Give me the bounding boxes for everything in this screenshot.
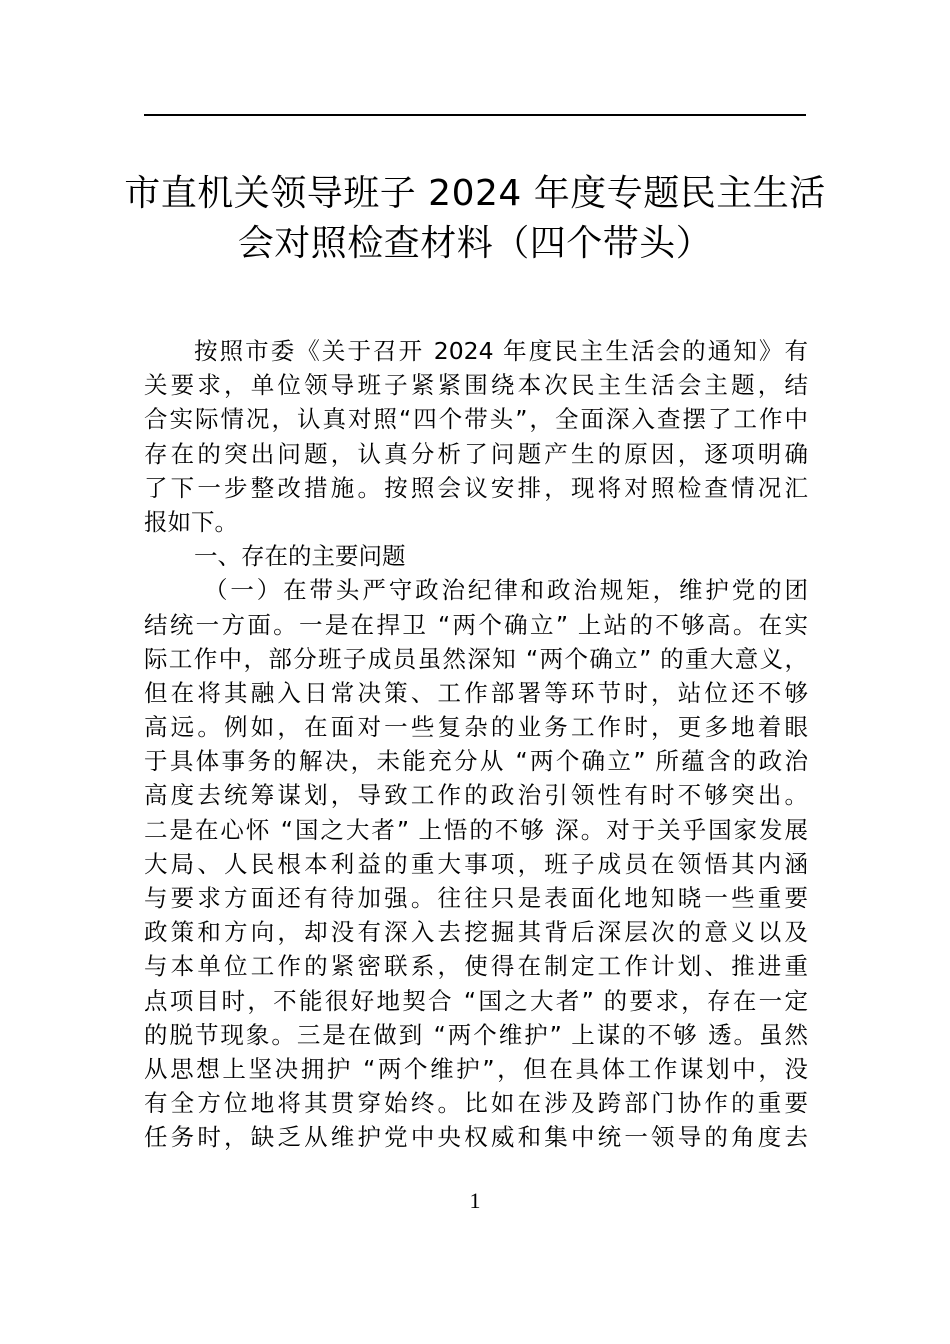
- section-heading: 一、存在的主要问题: [194, 542, 406, 571]
- document-body: [144, 334, 808, 1155]
- section-line: 二是在心怀 “国之大者” 上悟的不够 深。对于关乎国家发展: [144, 815, 808, 844]
- section-line: （一）在带头严守政治纪律和政治规矩，维护党的团: [204, 576, 808, 605]
- section-line: 政策和方向，却没有深入去挖掘其背后深层次的意义以及: [144, 918, 808, 947]
- paragraph-line: 关要求，单位领导班子紧紧围绕本次民主生活会主题，结: [144, 371, 808, 400]
- section-line: 高度去统筹谋划，导致工作的政治引领性有时不够突出。: [144, 781, 808, 810]
- section-line: 际工作中，部分班子成员虽然深知 “两个确立” 的重大意义，: [144, 644, 808, 673]
- section-line: 与要求方面还有待加强。往往只是表面化地知晓一些重要: [144, 884, 808, 912]
- page-number: 1: [469, 1188, 481, 1213]
- paragraph-line: 了下一步整改措施。按照会议安排，现将对照检查情况汇: [144, 473, 808, 502]
- section-line: 从思想上坚决拥护 “两个维护”，但在具体工作谋划中，没: [144, 1054, 808, 1083]
- section-line: 与本单位工作的紧密联系，使得在制定工作计划、推进重: [144, 952, 808, 981]
- section-line: 于具体事务的解决，未能充分从 “两个确立” 所蕴含的政治: [144, 747, 808, 776]
- header-rule: [144, 114, 806, 116]
- section-line: 点项目时，不能很好地契合 “国之大者” 的要求，存在一定: [144, 986, 808, 1015]
- section-line: 但在将其融入日常决策、工作部署等环节时，站位还不够: [144, 678, 808, 707]
- paragraph-line: 存在的突出问题，认真分析了问题产生的原因，逐项明确: [144, 439, 808, 468]
- paragraph-line: 合实际情况，认真对照“四个带头”，全面深入查摆了工作中: [144, 405, 808, 434]
- section-line: 有全方位地将其贯穿始终。比如在涉及跨部门协作的重要: [144, 1089, 808, 1118]
- section-line: 结统一方面。一是在捍卫 “两个确立” 上站的不够高。在实: [144, 610, 808, 639]
- section-line: 高远。例如，在面对一些复杂的业务工作时，更多地着眼: [144, 713, 808, 742]
- paragraph-line: 按照市委《关于召开 2024 年度民主生活会的通知》有: [194, 337, 808, 365]
- paragraph-line: 报如下。: [144, 507, 238, 536]
- section-line: 的脱节现象。三是在做到 “两个维护” 上谋的不够 透。虽然: [144, 1020, 808, 1049]
- document-title-line-2: 会对照检查材料（四个带头）: [237, 223, 713, 264]
- document-title-line-1: 市直机关领导班子 2024 年度专题民主生活: [124, 173, 826, 214]
- section-line: 任务时，缺乏从维护党中央权威和集中统一领导的角度去: [144, 1123, 808, 1152]
- section-line: 大局、人民根本利益的重大事项，班子成员在领悟其内涵: [144, 849, 808, 878]
